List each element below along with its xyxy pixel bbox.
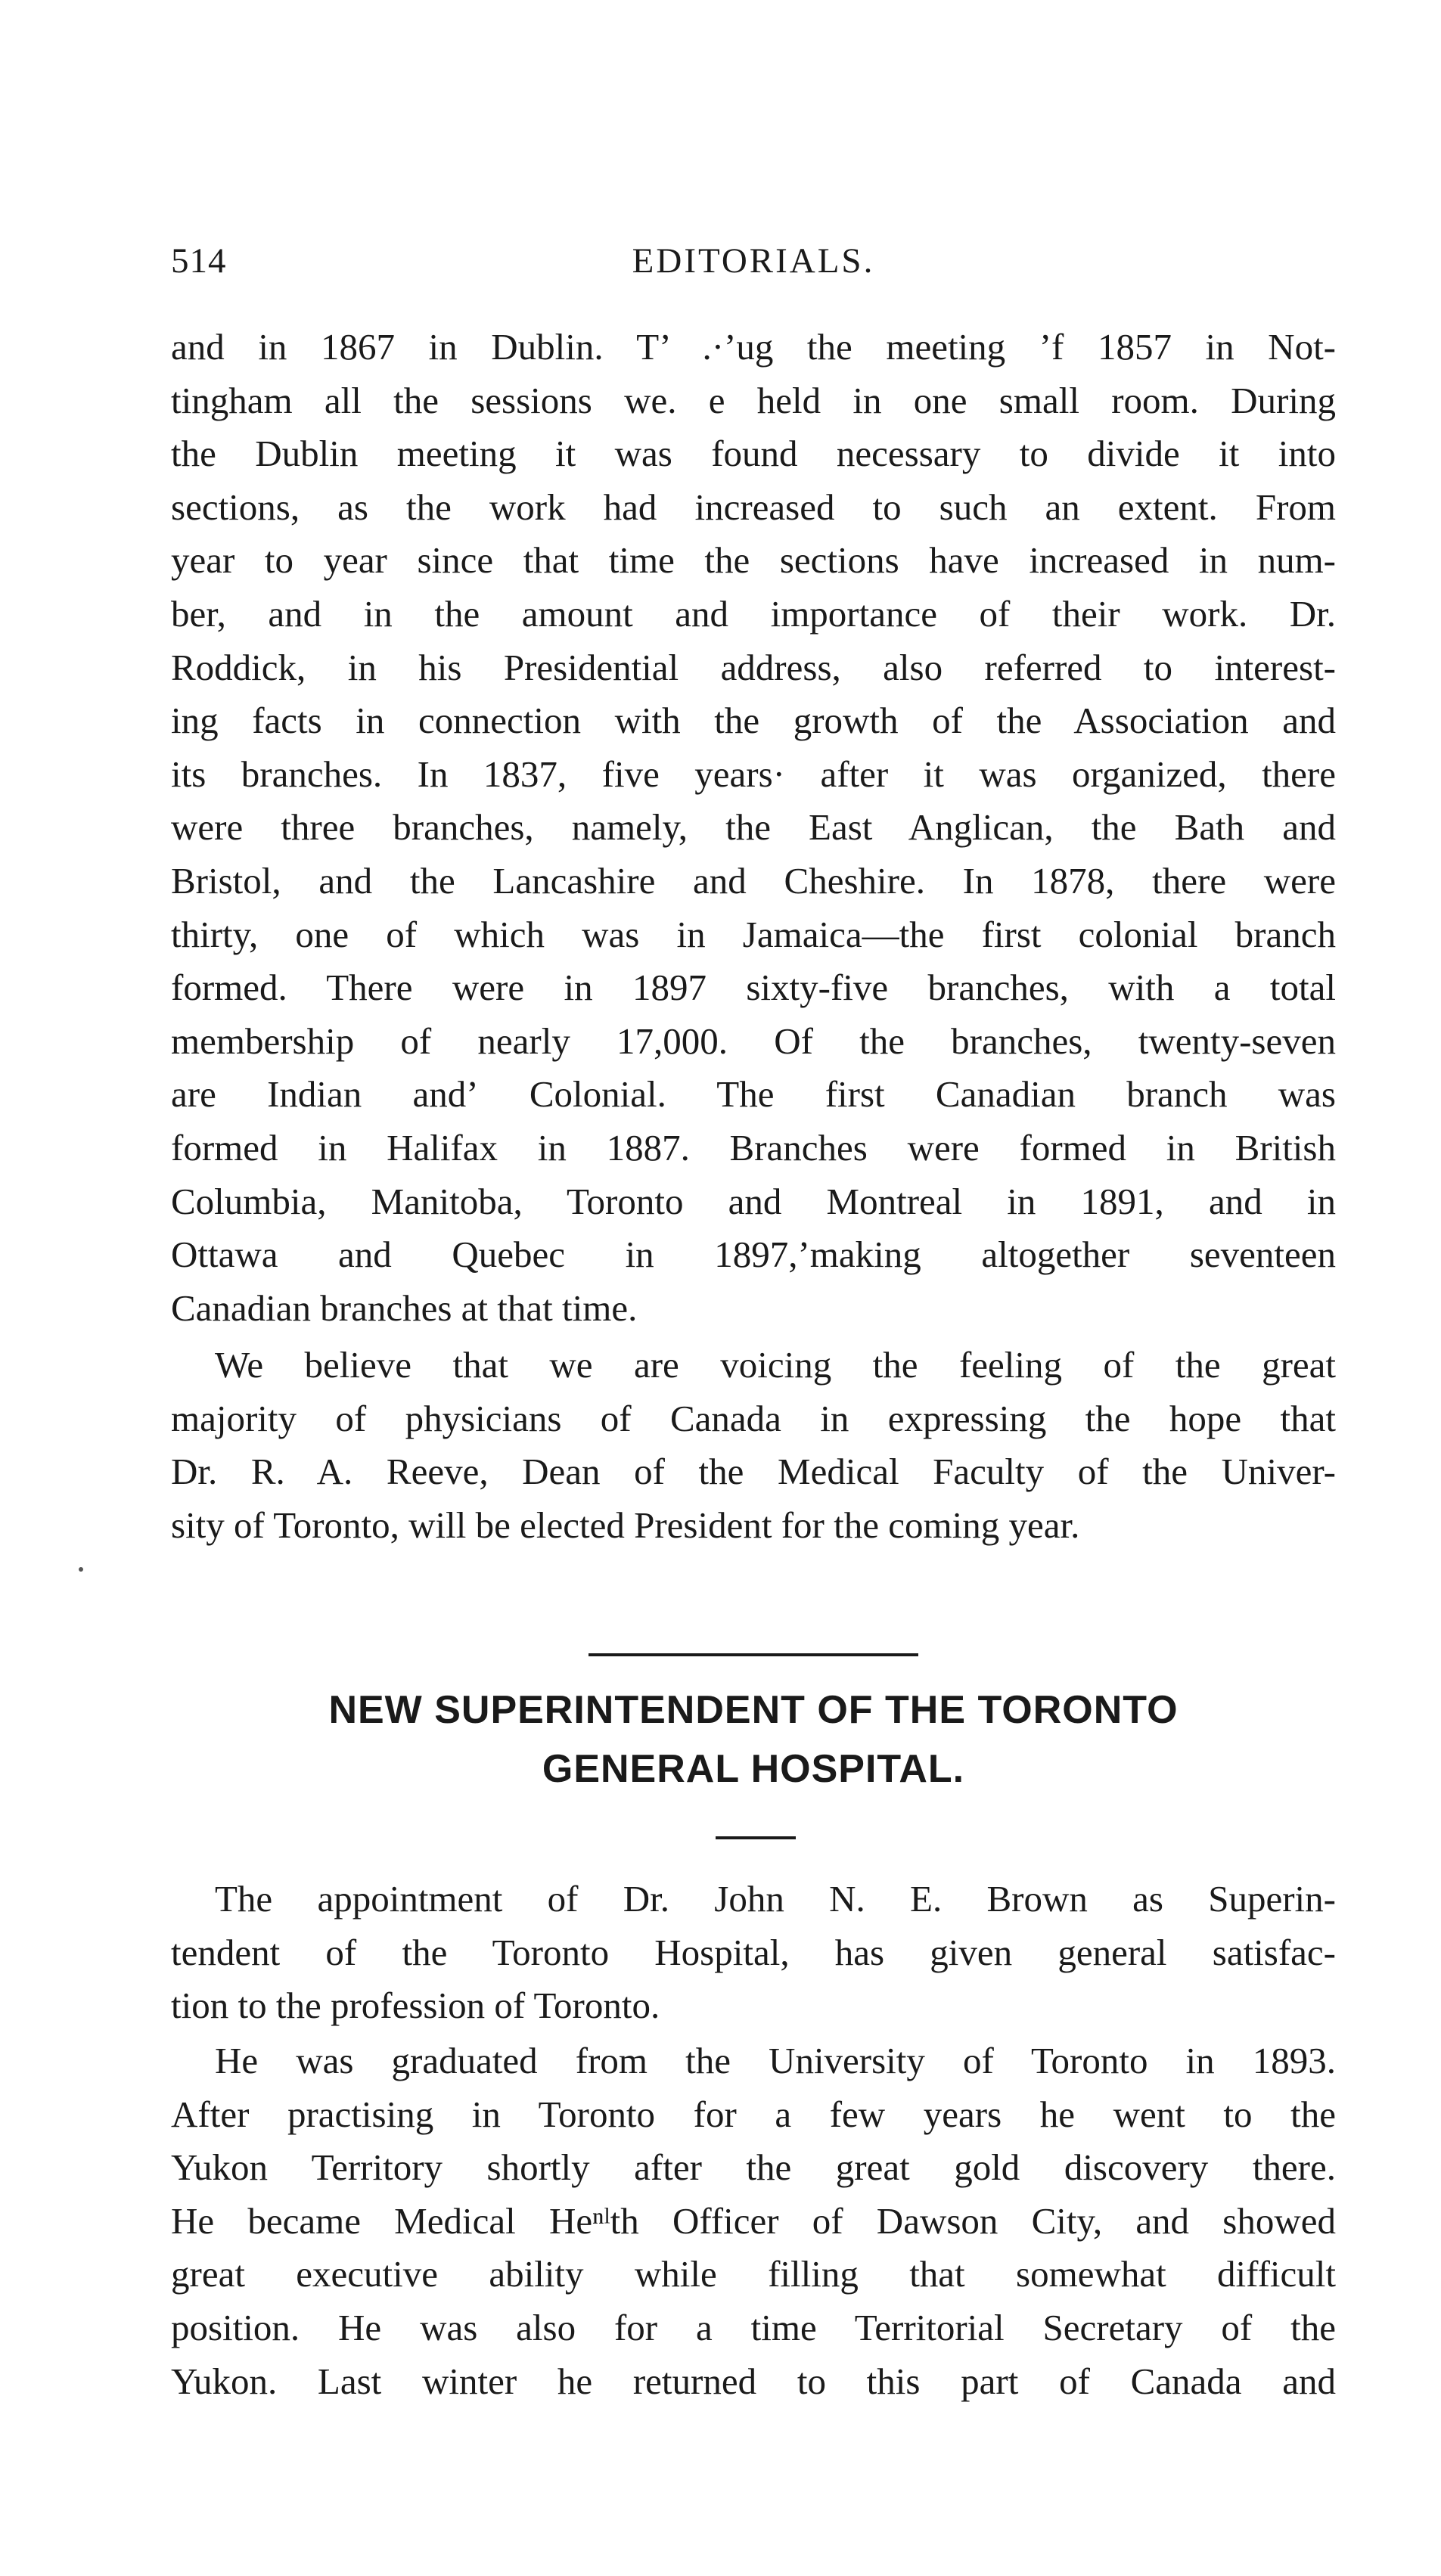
- text-line: its branches. In 1837, five years· after it was organized, there: [171, 753, 1336, 795]
- heading-underline-rule: [716, 1836, 796, 1839]
- text-line: and in 1867 in Dublin. T’ .·’ug the meeting ’f 1857 in Not-: [171, 326, 1336, 368]
- text-line: sections, as the work had increased to such an extent. From: [171, 486, 1336, 528]
- text-line: the Dublin meeting it was found necessary to divide it into: [171, 433, 1336, 475]
- text-line: great executive ability while filling that somewhat difficult: [171, 2253, 1336, 2295]
- text-line: membership of nearly 17,000. Of the branches, twenty-seven: [171, 1020, 1336, 1062]
- text-line: tendent of the Toronto Hospital, has given general satisfac-: [171, 1931, 1336, 1973]
- text-line: He became Medical Heⁿˡth Officer of Dawson City, and showed: [171, 2199, 1336, 2242]
- text-line: tion to the profession of Toronto.: [171, 1985, 660, 2027]
- scan-speck: [79, 1567, 83, 1572]
- text-line: ber, and in the amount and importance of their work. Dr.: [171, 592, 1336, 635]
- text-line: Bristol, and the Lancashire and Cheshire. In 1878, there were: [171, 859, 1336, 902]
- text-line: Columbia, Manitoba, Toronto and Montreal in 1891, and in: [171, 1180, 1336, 1222]
- text-line: are Indian andʼ Colonial. The first Canadian branch was: [171, 1073, 1336, 1116]
- text-line: Yukon Territory shortly after the great gold discovery there.: [171, 2146, 1336, 2189]
- text-line: ing facts in connection with the growth of the Association and: [171, 700, 1336, 742]
- text-line: majority of physicians of Canada in expressing the hope that: [171, 1397, 1336, 1439]
- editorial-paragraph-1: [171, 321, 1336, 1335]
- section-divider-rule: [589, 1653, 918, 1656]
- heading-line: NEW SUPERINTENDENT OF THE TORONTO: [328, 1688, 1179, 1732]
- text-line: The appointment of Dr. John N. E. Brown as Superin-: [215, 1878, 1336, 1920]
- text-line: formed. There were in 1897 sixty-five branches, with a total: [171, 967, 1336, 1009]
- book-page: [171, 0, 1336, 2576]
- text-line: position. He was also for a time Territorial Secretary of the: [171, 2306, 1336, 2348]
- text-line: Dr. R. A. Reeve, Dean of the Medical Faculty of the Univer-: [171, 1451, 1336, 1493]
- article-paragraph-2: [171, 2034, 1336, 2408]
- text-line: Roddick, in his Presidential address, also referred to interest-: [171, 646, 1336, 688]
- text-line: Yukon. Last winter he returned to this part of Canada and: [171, 2360, 1336, 2402]
- heading-line: GENERAL HOSPITAL.: [542, 1747, 965, 1791]
- article-heading: [171, 1681, 1336, 1799]
- running-head: [171, 241, 1336, 293]
- text-line: tingham all the sessions we. e held in one small room. During: [171, 379, 1336, 421]
- text-line: After practising in Toronto for a few years he went to the: [171, 2093, 1336, 2135]
- text-line: were three branches, namely, the East Anglican, the Bath and: [171, 806, 1336, 849]
- text-line: Ottawa and Quebec in 1897,ʼmaking altogether seventeen: [171, 1234, 1336, 1276]
- section-title: EDITORIALS.: [632, 241, 875, 281]
- editorial-paragraph-2: [171, 1339, 1336, 1552]
- page-number: 514: [171, 241, 227, 281]
- text-line: year to year since that time the sections have increased in num-: [171, 539, 1336, 582]
- text-line: thirty, one of which was in Jamaica—the first colonial branch: [171, 913, 1336, 955]
- text-line: formed in Halifax in 1887. Branches were formed in British: [171, 1126, 1336, 1169]
- article-paragraph-1: [171, 1873, 1336, 2033]
- text-line: Canadian branches at that time.: [171, 1286, 638, 1329]
- text-line: sity of Toronto, will be elected President for the coming year.: [171, 1504, 1080, 1546]
- text-line: He was graduated from the University of Toronto in 1893.: [215, 2040, 1336, 2081]
- text-line: We believe that we are voicing the feeling of the great: [215, 1344, 1336, 1386]
